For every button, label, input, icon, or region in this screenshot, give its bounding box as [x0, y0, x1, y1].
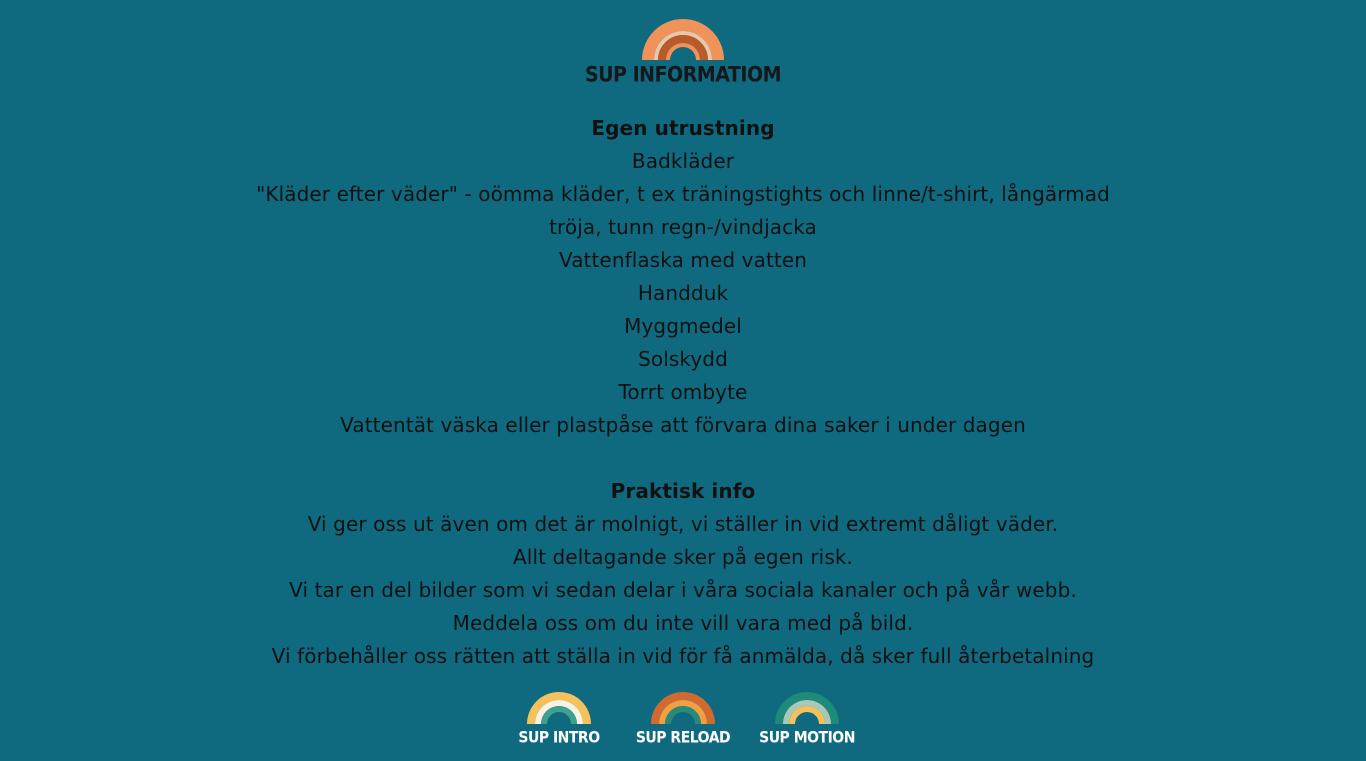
- sup-intro-link[interactable]: [519, 689, 599, 746]
- equipment-item: tröja, tunn regn-/vindjacka: [549, 215, 817, 239]
- equipment-item: Torrt ombyte: [618, 380, 748, 404]
- equipment-item: Handduk: [637, 281, 729, 305]
- practical-item: Vi ger oss ut även om det är molnigt, vi ställer in vid extremt dåligt väder.: [307, 512, 1059, 536]
- sup-reload-link[interactable]: [635, 689, 731, 748]
- footer-nav: [0, 689, 1366, 746]
- practical-item: Meddela oss om du inte vill vara med på bild.: [452, 611, 914, 635]
- rainbow-icon: [773, 689, 841, 725]
- sup-reload-label: SUP RELOAD: [635, 728, 731, 748]
- rainbow-icon: [638, 14, 728, 62]
- practical-item: Vi tar en del bilder som vi sedan delar i våra sociala kanaler och på vår webb.: [289, 578, 1077, 602]
- equipment-heading: Egen utrustning: [591, 116, 775, 140]
- equipment-item: Vattentät väska eller plastpåse att förvara dina saker i under dagen: [340, 413, 1026, 437]
- equipment-item: Solskydd: [638, 347, 728, 371]
- sup-motion-link[interactable]: [759, 689, 855, 748]
- main-content: [0, 112, 1366, 673]
- sup-intro-label: SUP INTRO: [518, 728, 600, 748]
- equipment-item: Badkläder: [631, 149, 735, 173]
- practical-item: Allt deltagande sker på egen risk.: [513, 545, 853, 569]
- equipment-item: Myggmedel: [624, 314, 742, 338]
- section-spacer: [0, 442, 1366, 475]
- sup-motion-label: SUP MOTION: [759, 728, 855, 748]
- practical-heading: Praktisk info: [610, 479, 756, 503]
- rainbow-icon: [649, 689, 717, 725]
- equipment-item: "Kläder efter väder" - oömma kläder, t ex träningstights och linne/t-shirt, långärmad: [256, 182, 1110, 206]
- practical-item: Vi förbehåller oss rätten att ställa in vid för få anmälda, då sker full återbetalning: [271, 644, 1095, 668]
- equipment-item: Vattenflaska med vatten: [558, 248, 808, 272]
- page-header: [0, 14, 1366, 86]
- page-title: SUP INFORMATIOM: [584, 62, 782, 88]
- rainbow-icon: [525, 689, 593, 725]
